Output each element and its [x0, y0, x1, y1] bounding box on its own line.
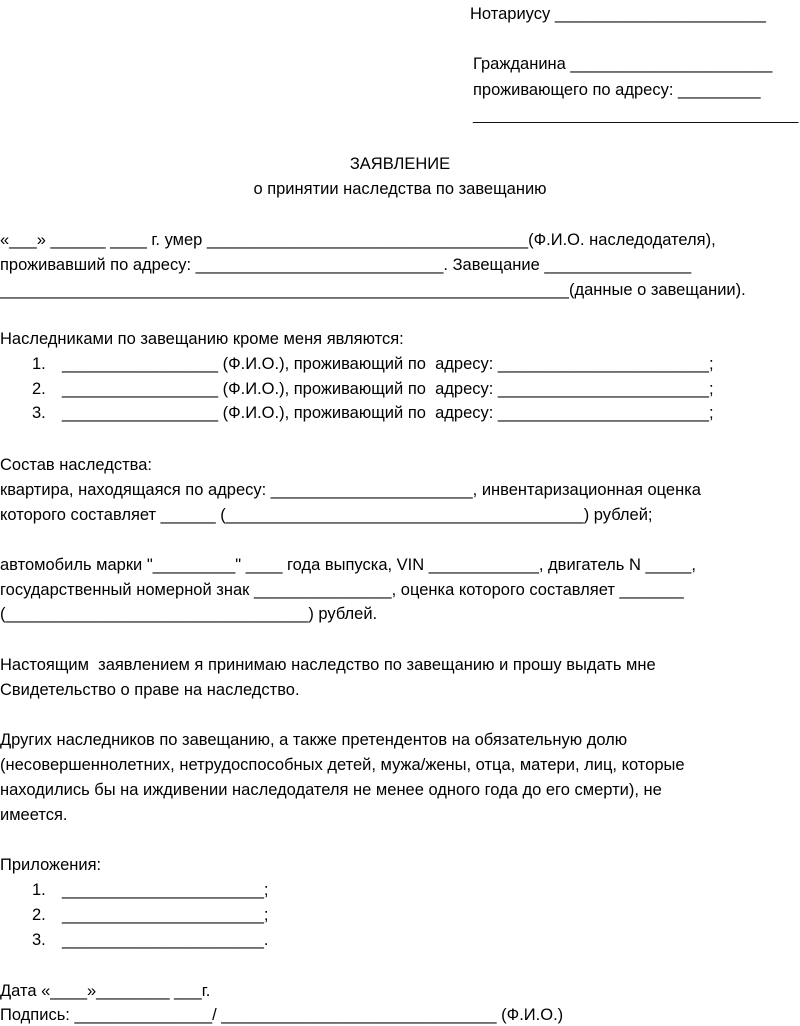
heirs-heading: Наследниками по завещанию кроме меня являются: — [0, 330, 404, 348]
heir-line: _________________ (Ф.И.О.), проживающий по адресу: _______________________; — [62, 355, 714, 373]
statement-line-2: Свидетельство о праве на наследство. — [0, 681, 300, 699]
attachments-heading: Приложения: — [0, 856, 102, 874]
estate-heading: Состав наследства: — [0, 456, 152, 474]
attachment-line: ______________________; — [62, 881, 269, 899]
notary-line: Нотариусу _______________________ — [470, 5, 766, 23]
other-heirs-line-2: (несовершеннолетних, нетрудоспособных детей, мужа/жены, отца, матери, лиц, которые — [0, 756, 685, 774]
statement-line-1: Настоящим заявлением я принимаю наследство по завещанию и прошу выдать мне — [0, 656, 656, 674]
attachment-number: 3. — [32, 931, 46, 949]
attachment-number: 1. — [32, 881, 46, 899]
citizen-line: Гражданина ______________________ — [473, 55, 773, 73]
heir-line: _________________ (Ф.И.О.), проживающий по адресу: _______________________; — [62, 404, 714, 422]
car-line-1: автомобиль марки "_________" ____ года выпуска, VIN ____________, двигатель N _____, — [0, 556, 696, 574]
other-heirs-line-1: Других наследников по завещанию, а также претендентов на обязательную долю — [0, 731, 628, 749]
car-line-2: государственный номерной знак _______________, оценка которого составляет _______ — [0, 581, 684, 599]
date-line: Дата «____»________ ___г. — [0, 982, 211, 1000]
residing-line: проживающего по адресу: _________ — [473, 81, 761, 99]
other-heirs-line-4: имеется. — [0, 806, 68, 824]
heir-number: 3. — [32, 404, 46, 422]
document-title: ЗАЯВЛЕНИЕ — [349, 155, 451, 173]
address-blank-line: _______________________________________ — [473, 107, 799, 124]
intro-line-1: «___» ______ ____ г. умер ___________________________________(Ф.И.О. наследодателя), — [0, 231, 716, 249]
heir-number: 2. — [32, 380, 46, 398]
document-subtitle: о принятии наследства по завещанию — [253, 180, 547, 198]
apartment-line-2: которого составляет ______ (_______________________________________) рублей; — [0, 506, 653, 524]
attachment-line: ______________________; — [62, 906, 269, 924]
apartment-line-1: квартира, находящаяся по адресу: ______________________, инвентаризационная оценка — [0, 481, 701, 499]
attachment-line: ______________________. — [62, 931, 269, 949]
car-line-3: (_________________________________) рублей. — [0, 605, 378, 623]
other-heirs-line-3: находились бы на иждивении наследодателя не менее одного года до его смерти), не — [0, 781, 662, 799]
attachment-number: 2. — [32, 906, 46, 924]
intro-line-2: проживавший по адресу: ___________________________. Завещание ________________ — [0, 256, 692, 274]
heir-line: _________________ (Ф.И.О.), проживающий по адресу: _______________________; — [62, 380, 714, 398]
signature-line: Подпись: _______________/ ______________________________ (Ф.И.О.) — [0, 1006, 564, 1024]
intro-line-3: ______________________________________________________________(данные о завещании). — [0, 281, 746, 299]
heir-number: 1. — [32, 355, 46, 373]
